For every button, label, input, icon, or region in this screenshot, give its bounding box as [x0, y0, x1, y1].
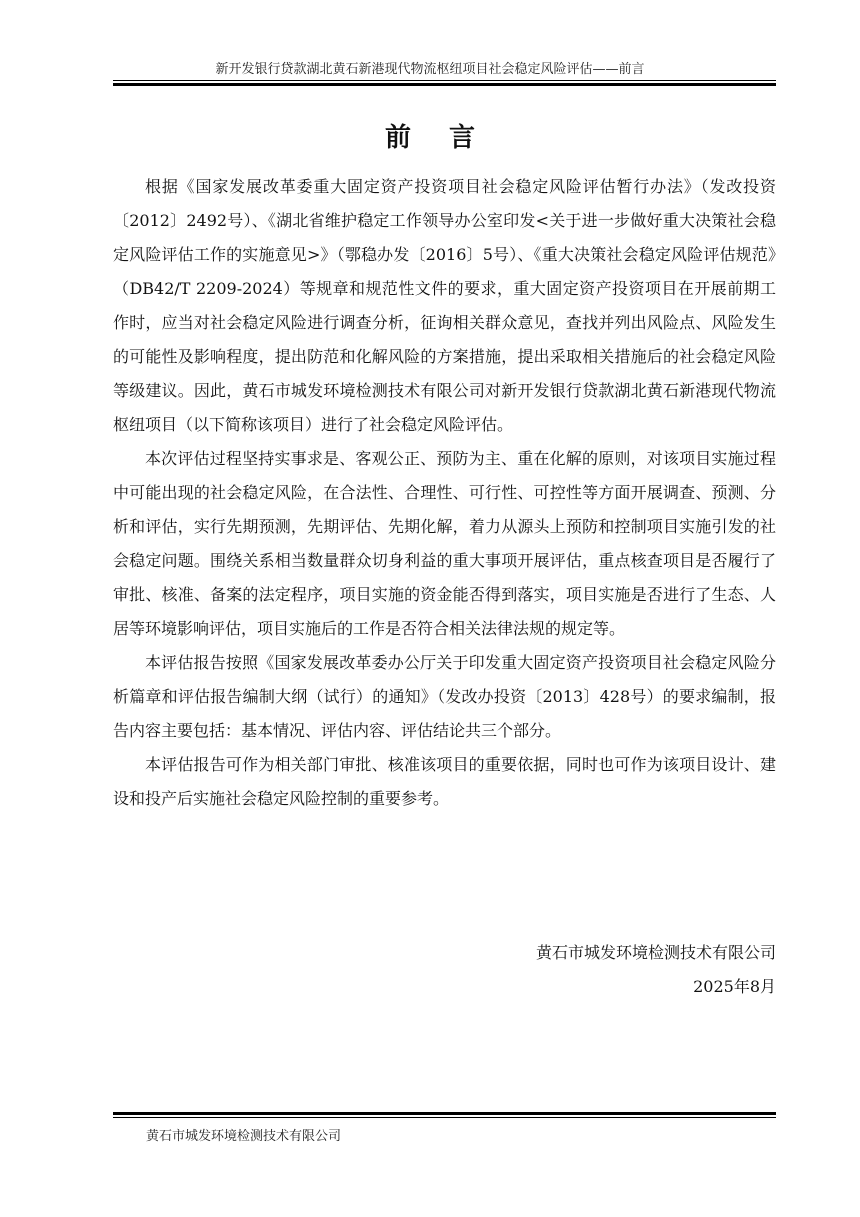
paragraph-2: 本次评估过程坚持实事求是、客观公正、预防为主、重在化解的原则，对该项目实施过程中可能出现的社会稳定风险，在合法性、合理性、可行性、可控性等方面开展调查、预测、分析和评估，实行先期预测，先期评估、先期化解，着力从源头上预防和控制项目实施引发的社会稳定问题。围绕关系相当数量群众切身利益的重大事项开展评估，重点核查项目是否履行了审批、核准、备案的法定程序，项目实施的资金能否得到落实，项目实施是否进行了生态、人居等环境影响评估，项目实施后的工作是否符合相关法律法规的规定等。 [113, 449, 776, 638]
paragraph-3: 本评估报告按照《国家发展改革委办公厅关于印发重大固定资产投资项目社会稳定风险分析篇章和评估报告编制大纲（试行）的通知》（发改办投资〔2013〕428号）的要求编制，报告内容主要包括：基本情况、评估内容、评估结论共三个部分。 [113, 653, 776, 740]
running-header: 新开发银行贷款湖北黄石新港现代物流枢纽项目社会稳定风险评估——前言 [215, 62, 645, 77]
header-rule-thick [113, 83, 776, 86]
preface-body [113, 170, 776, 816]
footer-rule-thick [113, 1112, 776, 1115]
paragraph-4: 本评估报告可作为相关部门审批、核准该项目的重要依据，同时也可作为该项目设计、建设和投产后实施社会稳定风险控制的重要参考。 [113, 755, 776, 808]
header-rule-thin [113, 80, 776, 81]
page-title: 前言 [384, 123, 513, 153]
signature-date: 2025年8月 [693, 977, 776, 996]
footer-rule-thin [113, 1117, 776, 1118]
signature-company: 黄石市城发环境检测技术有限公司 [535, 943, 776, 962]
footer-company: 黄石市城发环境检测技术有限公司 [146, 1129, 342, 1144]
paragraph-1: 根据《国家发展改革委重大固定资产投资项目社会稳定风险评估暂行办法》（发改投资〔2012〕2492号）、《湖北省维护稳定工作领导办公室印发<关于进一步做好重大决策社会稳定风险评估工作的实施意见>》（鄂稳办发〔2016〕5号）、《重大决策社会稳定风险评估规范》（DB42/T 2209-2024）等规章和规范性文件的要求，重大固定资产投资项目在开展前期工作时，应当对社会稳定风险进行调查分析，征询相关群众意见，查找并列出风险点、风险发生的可能性及影响程度，提出防范和化解风险的方案措施，提出采取相关措施后的社会稳定风险等级建议。因此，黄石市城发环境检测技术有限公司对新开发银行贷款湖北黄石新港现代物流枢纽项目（以下简称该项目）进行了社会稳定风险评估。 [113, 177, 776, 434]
